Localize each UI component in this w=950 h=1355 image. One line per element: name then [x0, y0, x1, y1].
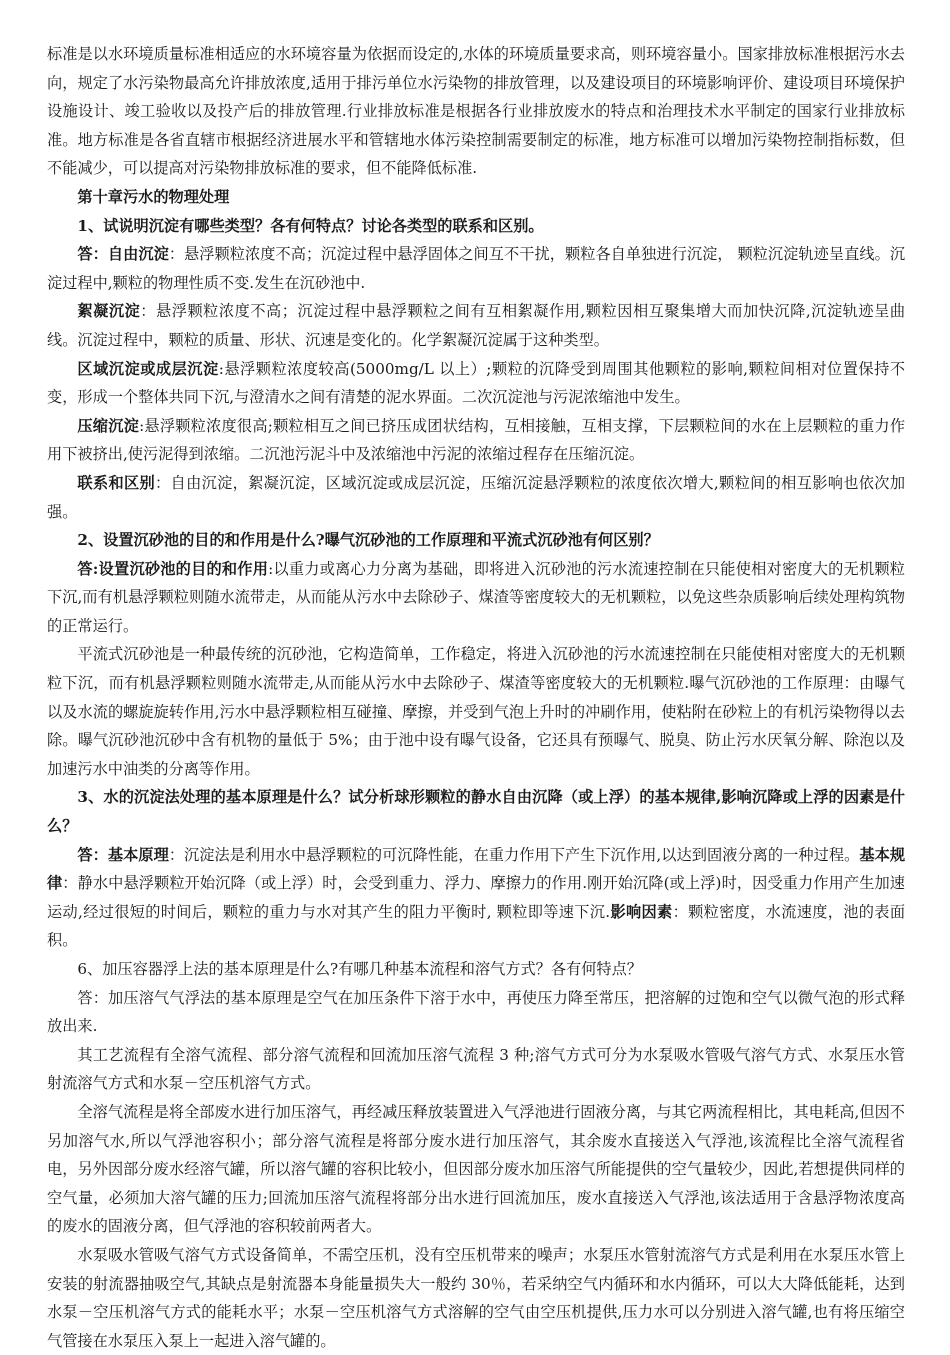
answer-1-flocculent-settling — [47, 297, 905, 354]
question-2: 2、设置沉砂池的目的和作用是什么?曝气沉砂池的工作原理和平流式沉砂池有何区别？ — [77, 531, 659, 550]
question-3: 3、水的沉淀法处理的基本原理是什么？试分析球形颗粒的静水自由沉降（或上浮）的基本规律,影响沉降或上浮的因素是什么？ — [47, 788, 905, 836]
term-free-settling: 答：自由沉淀 — [77, 245, 169, 264]
term-influencing-factors: 影响因素 — [610, 902, 673, 921]
answer-6-process-comparison: 全溶气流程是将全部废水进行加压溶气，再经减压释放装置进入气浮池进行固液分离，与其它两流程相比，其电耗高,但因不另加溶气水,所以气浮池容积小；部分溶气流程是将部分废水进行加压溶气，其余废水直接送入气浮池,该流程比全溶气流程省电，另外因部分废水经溶气罐，所以溶气罐的容积比较小，但因部分废水加压溶气所能提供的空气量较少，因此,若想提供同样的空气量，必须加大溶气罐的压力;回流加压溶气流程将部分出水进行回流加压，废水直接送入气浮池,该法适用于含悬浮物浓度高的废水的固液分离，但气浮池的容积较前两者大。 — [47, 1102, 905, 1236]
chapter-title: 第十章污水的物理处理 — [77, 187, 230, 206]
text-basic-law: ：静水中悬浮颗粒开始沉降（或上浮）时，会受到重力、浮力、摩擦力的作用.刚开始沉降(或上浮)时，因受重力作用产生加速运动,经过很短的时间后，颗粒的重力与水对其产生的阻力平衡时, 颗粒即等速下沉. — [47, 874, 905, 921]
term-compression-settling: 压缩沉淀 — [77, 416, 140, 435]
text-zone-settling: :悬浮颗粒浓度较高(5000mg/L 以上）;颗粒的沉降受到周围其他颗粒的影响,颗粒间相对位置保持不变，形成一个整体共同下沉,与澄清水之间有清楚的泥水界面。二次沉淀池与污泥浓缩池中发生。 — [47, 359, 906, 407]
paragraph-standards: 标准是以水环境质量标准相适应的水环境容量为依据而设定的,水体的环境质量要求高，则环境容量小。国家排放标准根据污水去向，规定了水污染物最高允许排放浓度,适用于排污单位水污染物的排放管理，以及建设项目的环境影响评价、建设项目环境保护设施设计、竣工验收以及投产后的排放管理.行业排放标准是根据各行业排放废水的特点和治理技术水平制定的国家行业排放标准。地方标准是各省直辖市根据经济进展水平和管辖地水体污染控制需要制定的标准，地方标准可以增加污染物控制指标数，但不能减少，可以提高对污染物排放标准的要求，但不能降低标准. — [47, 45, 905, 178]
text-basic-principle: ：沉淀法是利用水中悬浮颗粒的可沉降性能，在重力作用下产生下沉作用,以达到固液分离的一种过程。 — [168, 845, 860, 864]
term-basic-principle: 答：基本原理 — [77, 845, 169, 864]
term-flocculent-settling: 絮凝沉淀 — [77, 302, 141, 321]
answer-6-dissolving-methods: 水泵吸水管吸气溶气方式设备简单，不需空压机，没有空压机带来的噪声；水泵压水管射流溶气方式是利用在水泵压水管上安装的射流器抽吸空气,其缺点是射流器本身能量损失大一般约 30％，若采纳空气内循环和水内循环，可以大大降低能耗，达到水泵－空压机溶气方式的能耗水平；水泵－空压机溶气方式溶解的空气由空压机提供,压力水可以分别进入溶气罐,也有将压缩空气管接在水泵压入泵上一起进入溶气罐的。 — [47, 1245, 905, 1350]
answer-6-principle: 答：加压溶气气浮法的基本原理是空气在加压条件下溶于水中，再使压力降至常压，把溶解的过饱和空气以微气泡的形式释放出来. — [47, 988, 905, 1036]
text-free-settling: ：悬浮颗粒浓度不高；沉淀过程中悬浮固体之间互不干扰，颗粒各自单独进行沉淀， 颗粒沉淀轨迹呈直线。沉淀过程中,颗粒的物理性质不变.发生在沉砂池中. — [47, 245, 906, 292]
answer-2-purpose — [47, 555, 905, 641]
answer-1-compression-settling — [47, 412, 905, 469]
question-6: 6、加压容器浮上法的基本原理是什么?有哪几种基本流程和溶气方式？各有何特点？ — [77, 960, 642, 978]
text-relation: ：自由沉淀，絮凝沉淀，区域沉淀或成层沉淀，压缩沉淀悬浮颗粒的浓度依次增大,颗粒间的相互影响也依次加强。 — [47, 473, 906, 521]
answer-1-relation — [47, 469, 905, 526]
term-grit-chamber-purpose: 答:设置沉砂池的目的和作用 — [77, 559, 269, 578]
text-influencing-factors: ：颗粒密度，水流速度，池的表面积。 — [47, 902, 906, 950]
text-compression-settling: :悬浮颗粒浓度很高;颗粒相互之间已挤压成团状结构，互相接触，互相支撑，下层颗粒间的水在上层颗粒的重力作用下被挤出,使污泥得到浓缩。二沉池污泥斗中及浓缩池中污泥的浓缩过程存在压缩沉淀。 — [47, 416, 905, 464]
question-1: 1、试说明沉淀有哪些类型？各有何特点？讨论各类型的联系和区别。 — [77, 216, 544, 235]
answer-6-processes: 其工艺流程有全溶气流程、部分溶气流程和回流加压溶气流程 3 种;溶气方式可分为水泵吸水管吸气溶气方式、水泵压水管射流溶气方式和水泵－空压机溶气方式。 — [47, 1045, 905, 1093]
term-relation: 联系和区别 — [77, 473, 156, 492]
term-zone-settling: 区域沉淀或成层沉淀 — [77, 359, 219, 378]
answer-1-free-settling — [47, 240, 905, 297]
answer-3 — [47, 841, 905, 955]
answer-2-comparison: 平流式沉砂池是一种最传统的沉砂池，它构造简单，工作稳定，将进入沉砂池的污水流速控制在只能使相对密度大的无机颗粒下沉，而有机悬浮颗粒则随水流带走,从而能从污水中去除砂子、煤渣等密度较大的无机颗粒.曝气沉砂池的工作原理：由曝气以及水流的螺旋旋转作用,污水中悬浮颗粒相互碰撞、摩擦，并受到气泡上升时的冲刷作用，使粘附在砂粒上的有机污染物得以去除。曝气沉砂池沉砂中含有机物的量低于 5%；由于池中设有曝气设备，它还具有预曝气、脱臭、防止污水厌氧分解、除泡以及加速污水中油类的分离等作用。 — [47, 645, 905, 778]
answer-1-zone-settling — [47, 355, 905, 412]
term-basic-law: 基本规律 — [47, 845, 906, 893]
text-grit-chamber-purpose: :以重力或离心力分离为基础，即将进入沉砂池的污水流速控制在只能使相对密度大的无机颗粒下沉,而有机悬浮颗粒则随水流带走，从而能从污水中去除砂子、煤渣等密度较大的无机颗粒，以免这些杂质影响后续处理构筑物的正常运行。 — [47, 559, 905, 635]
text-flocculent-settling: ：悬浮颗粒浓度不高；沉淀过程中悬浮颗粒之间有互相絮凝作用,颗粒因相互聚集增大而加快沉降,沉淀轨迹呈曲线。沉淀过程中，颗粒的质量、形状、沉速是变化的。化学絮凝沉淀属于这种类型。 — [47, 302, 906, 349]
